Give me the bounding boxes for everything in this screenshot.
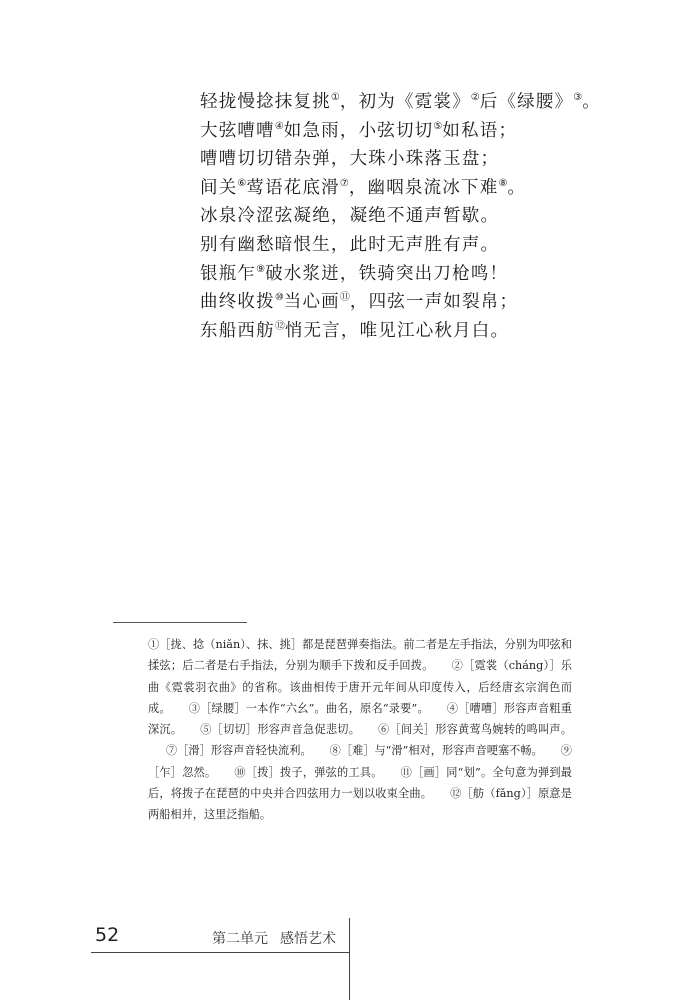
- unit-theme: 感悟艺术: [280, 931, 336, 947]
- poem-text-segment: 悄无言，唯见江心秋月白。: [284, 320, 510, 341]
- footnote-divider: [113, 622, 247, 623]
- poem-line: [200, 117, 640, 146]
- footnote-marker: ⑫: [274, 320, 285, 332]
- footnote-marker: ①: [330, 92, 340, 103]
- poem-text-segment: 东船西舫: [200, 320, 275, 341]
- footnote-item: ⑩［拨］拨子，弹弦的工具。: [234, 765, 383, 779]
- footnote-marker: ⑨: [256, 263, 266, 275]
- poem-text-segment: 轻拢慢捻抹复挑: [200, 92, 331, 112]
- page-number: 52: [95, 924, 120, 946]
- poem-text-segment: ，四弦一声如裂帛；: [349, 292, 519, 313]
- poem-text-segment: 冰泉冷涩弦凝绝，凝绝不通声暂歇。: [200, 206, 500, 227]
- poem-text-segment: 莺语花底滑: [246, 177, 340, 198]
- footnote-marker: ③: [573, 92, 583, 103]
- poem-text-segment: 如私语；: [442, 120, 518, 141]
- footnote-item: ⑫［舫（fǎng）］原意是两船相并，这里泛指船。: [148, 787, 572, 822]
- footnote-item: ⑧［难］与“滑”相对，形容声音哽塞不畅。: [329, 744, 543, 758]
- poem-text-segment: 曲终收拨: [200, 292, 275, 313]
- poem-text-segment: 后《绿腰》: [479, 92, 574, 112]
- footer-divider: [91, 952, 350, 953]
- footer-vertical-divider: [349, 918, 350, 1000]
- footnote-marker: ④: [274, 120, 284, 132]
- footnote-item: ③［绿腰］一本作“六幺”。曲名，原名“录要”。: [188, 701, 429, 715]
- footnote-item: ②［霓裳（cháng）］乐曲《霓裳羽衣曲》的省称。该曲相传于唐开元年间从印度传入，后经唐玄宗润色而成。: [148, 659, 572, 715]
- poem-text-segment: 破水浆迸，铁骑突出刀枪鸣！: [265, 263, 509, 284]
- poem-line: [200, 260, 640, 289]
- poem-text: [200, 88, 640, 345]
- poem-line: [200, 231, 640, 260]
- footnotes: [148, 634, 572, 826]
- poem-text-segment: 大弦嘈嘈: [200, 120, 275, 141]
- poem-line: [200, 202, 640, 231]
- poem-line: [200, 145, 640, 174]
- footnote-item: ⑤［切切］形容声音急促悲切。: [200, 723, 361, 737]
- poem-text-segment: 。: [507, 177, 527, 198]
- poem-text-segment: 别有幽愁暗恨生，此时无声胜有声。: [200, 234, 500, 255]
- poem-text-segment: 嘈嘈切切错杂弹，大珠小珠落玉盘；: [200, 149, 500, 170]
- footnote-item: ⑨［乍］忽然。: [148, 744, 572, 779]
- footnote-marker: ⑤: [433, 120, 443, 132]
- poem-text-segment: 。: [582, 92, 601, 112]
- footnote-marker: ⑪: [339, 292, 350, 304]
- footnote-item: ①［拢、捻（niǎn）、抹、挑］都是琵琶弹奏指法。前二者是左手指法，分别为叩弦和揉弦；后二者是右手指法，分别为顺手下拨和反手回拨。: [148, 638, 572, 673]
- poem-line: [200, 88, 640, 117]
- poem-text-segment: 当心画: [283, 292, 340, 313]
- footnote-marker: ②: [470, 92, 480, 103]
- footnote-marker: ⑦: [339, 177, 349, 189]
- footnote-marker: ⑩: [274, 292, 284, 304]
- footnote-item: ⑥［间关］形容黄莺鸟婉转的鸣叫声。: [378, 723, 572, 737]
- footnote-item: ⑪［画］同“划”。全句意为弹到最后，将拨子在琵琶的中央并合四弦用力一划以收束全曲。: [148, 765, 572, 801]
- footnote-item: ⑦［滑］形容声音轻快流利。: [166, 744, 312, 758]
- poem-line: [200, 174, 640, 203]
- footnote-marker: ⑧: [498, 177, 508, 189]
- poem-text-segment: 间关: [200, 177, 238, 198]
- unit-label: 第二单元: [212, 931, 268, 947]
- poem-text-segment: ，幽咽泉流冰下难: [348, 177, 499, 198]
- footnote-item: ④［嘈嘈］形容声音粗重深沉。: [148, 701, 572, 737]
- footnote-marker: ⑥: [237, 177, 247, 189]
- poem-line: [200, 288, 640, 317]
- poem-text-segment: 银瓶乍: [200, 263, 257, 284]
- poem-text-segment: ，初为《霓裳》: [339, 92, 471, 112]
- poem-line: [200, 317, 640, 346]
- poem-text-segment: 如急雨，小弦切切: [283, 120, 434, 141]
- running-header: [212, 928, 336, 948]
